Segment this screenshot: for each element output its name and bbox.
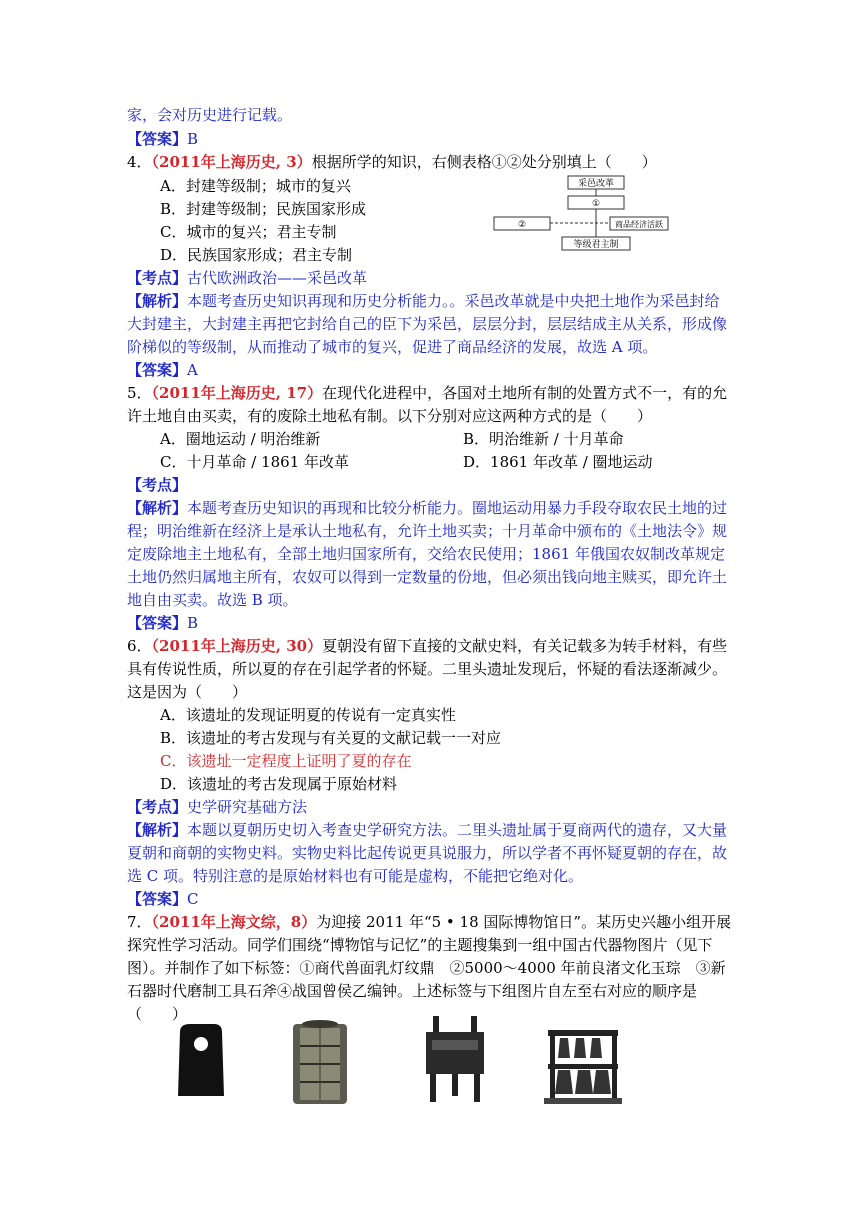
q4-option-a: A．封建等级制；城市的复兴 xyxy=(160,177,351,195)
q5-jiexi-2: 程；明治维新在经济上是承认土地私有，允许土地买卖；十月革命中颁布的《土地法令》规 xyxy=(127,522,728,540)
q5-jiexi-5: 地自由买卖。故选 B 项。 xyxy=(127,591,298,609)
diagram-mid: ① xyxy=(591,199,601,209)
answer-label: 【答案】 xyxy=(127,130,188,148)
question-7-line-4: 石器时代磨制工具石斧④战国曾侯乙编钟。上述标签与下组图片自左至右对应的顺序是 xyxy=(127,982,698,1000)
artifact-pictures xyxy=(168,1010,648,1110)
q5-option-b: B．明治维新 / 十月革命 xyxy=(463,430,624,448)
jade-cong-icon xyxy=(293,1020,347,1104)
q4-option-b: B．封建等级制；民族国家形成 xyxy=(160,200,367,218)
q5-kaodian: 【考点】 xyxy=(127,476,188,494)
question-6-line-3: 这是因为（ ） xyxy=(127,683,248,701)
question-7: 7．（2011年上海文综，8）为迎接 2011 年“5 • 18 国际博物馆日”。某历史兴趣小组开展 xyxy=(127,913,732,931)
stone-axe-icon xyxy=(178,1024,224,1096)
diagram-right: 商品经济活跃 xyxy=(615,220,663,229)
diagram-left: ② xyxy=(517,220,527,230)
question-6-line-2: 具有传说性质，所以夏的存在引起学者的怀疑。二里头遗址发现后，怀疑的看法逐渐减少。 xyxy=(127,660,728,678)
q6-jiexi-2: 夏朝和商朝的实物史料。实物史料比起传说更具说服力，所以学者不再怀疑夏朝的存在，故 xyxy=(127,844,728,862)
bronze-ding-icon xyxy=(426,1016,484,1102)
q6-option-b: B．该遗址的考古发现与有关夏的文献记载一一对应 xyxy=(160,729,502,747)
q4-kaodian: 【考点】古代欧洲政治——采邑改革 xyxy=(127,269,368,287)
question-7-line-2: 探究性学习活动。同学们围绕“博物馆与记忆”的主题搜集到一组中国古代器物图片（见下 xyxy=(127,936,713,954)
fief-reform-diagram xyxy=(492,174,670,254)
question-7-line-5: （ ） xyxy=(127,1005,188,1023)
q6-option-a: A．该遗址的发现证明夏的传说有一定真实性 xyxy=(160,706,456,724)
q5-jiexi-1: 【解析】本题考查历史知识的再现和比较分析能力。圈地运动用暴力手段夺取农民土地的过 xyxy=(127,499,728,517)
q6-option-c: C．该遗址一定程度上证明了夏的存在 xyxy=(160,752,412,770)
q5-jiexi-3: 定废除地主土地私有，全部土地归国家所有，交给农民使用；1861 年俄国农奴制改革规定 xyxy=(127,545,725,563)
q6-jiexi-3: 选 C 项。特别注意的是原始材料也有可能是虚构，不能把它绝对化。 xyxy=(127,867,584,885)
question-5: 5．（2011年上海历史, 17）在现代化进程中，各国对土地所有制的处置方式不一，有的允 xyxy=(127,384,728,402)
continuation-line: 家，会对历史进行记载。 xyxy=(127,106,293,124)
q4-option-c: C．城市的复兴；君主专制 xyxy=(160,223,337,241)
q6-kaodian: 【考点】史学研究基础方法 xyxy=(127,798,308,816)
q4-jiexi-2: 大封建主，大封建主再把它封给自己的臣下为采邑，层层分封，层层结成主从关系，形成像 xyxy=(127,315,728,333)
chime-bells-icon xyxy=(544,1030,622,1104)
q4-jiexi-1: 【解析】本题考查历史知识再现和历史分析能力。。采邑改革就是中央把土地作为采邑封给 xyxy=(127,292,720,310)
question-6: 6．（2011年上海历史, 30）夏朝没有留下直接的文献史料，有关记载多为转手材料，有些 xyxy=(127,637,728,655)
q6-option-d: D．该遗址的考古发现属于原始材料 xyxy=(160,775,398,793)
q5-option-c: C．十月革命 / 1861 年改革 xyxy=(160,453,350,471)
q4-option-d: D．民族国家形成；君主专制 xyxy=(160,246,353,264)
q4-jiexi-3: 阶梯似的等级制，从而推动了城市的复兴，促进了商品经济的发展，故选 A 项。 xyxy=(127,338,658,356)
answer-4: 【答案】A xyxy=(127,361,198,379)
answer-3: 【答案】B xyxy=(127,130,199,148)
diagram-top: 采邑改革 xyxy=(577,179,615,189)
q5-option-d: D．1861 年改革 / 圈地运动 xyxy=(463,453,653,471)
q5-option-a: A．圈地运动 / 明治维新 xyxy=(160,430,321,448)
question-5-line-2: 许土地自由买卖，有的废除土地私有制。以下分别对应这两种方式的是（ ） xyxy=(127,407,653,425)
question-7-line-3: 图）。并制作了如下标签：①商代兽面乳灯纹鼎 ②5000～4000 年前良渚文化玉琮 ③新 xyxy=(127,959,726,977)
question-4: 4．（2011年上海历史, 3）根据所学的知识，右侧表格①②处分别填上（ ） xyxy=(127,153,657,171)
q6-jiexi-1: 【解析】本题以夏朝历史切入考查史学研究方法。二里头遗址属于夏商两代的遗存，又大量 xyxy=(127,821,728,839)
answer-6: 【答案】C xyxy=(127,890,199,908)
diagram-bottom: 等级君主制 xyxy=(573,240,619,250)
answer-5: 【答案】B xyxy=(127,614,199,632)
q5-jiexi-4: 土地仍然归属地主所有，农奴可以得到一定数量的份地，但必须出钱向地主赎买，即允许土 xyxy=(127,568,728,586)
